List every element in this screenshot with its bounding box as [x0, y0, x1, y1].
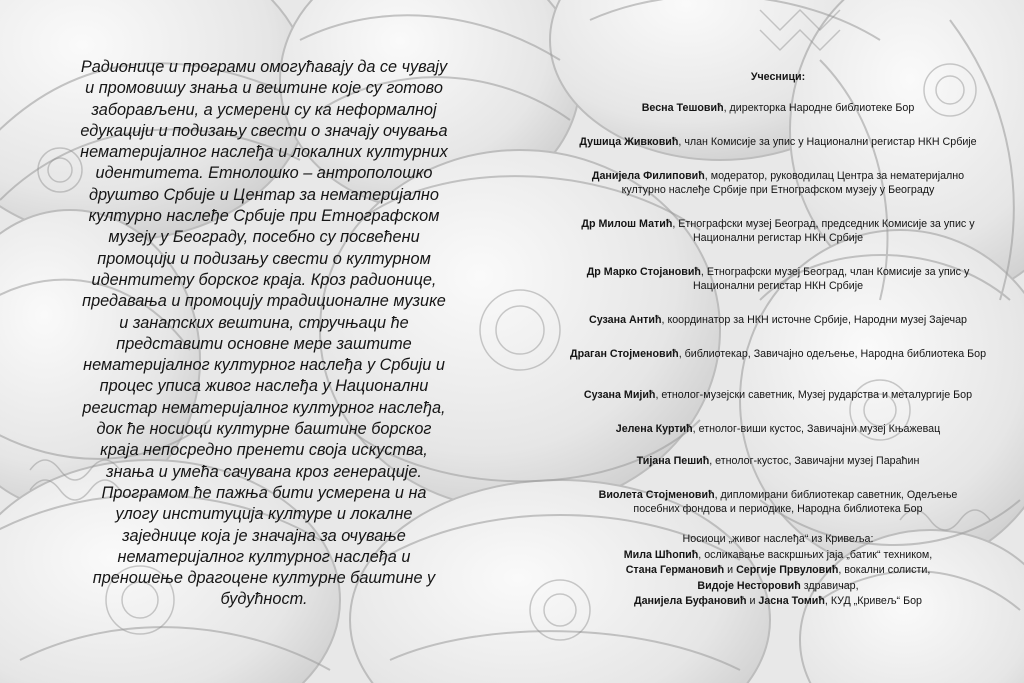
participant-name: Јелена Куртић: [615, 423, 693, 435]
description-line: будућност.: [220, 590, 308, 609]
participant-entry: [528, 135, 1024, 149]
description-line: заборављени, а усмерени су ка неформалној: [91, 100, 437, 119]
description-line: и промовишу знања и вештине које су готово: [85, 79, 443, 98]
description-line: музеју у Београду, посебно су посвећени: [108, 228, 420, 247]
bearer-name: Видоје Несторовић: [697, 579, 801, 592]
description-line: Радионице и програми омогућавају да се чувају: [80, 58, 448, 76]
bearers-intro: Носиоци „живог наслеђа“ из Кривеља:: [682, 533, 874, 545]
description-line: нематеријалног културног наслеђа у Србији и: [83, 356, 445, 375]
bearer-conjunction: и: [746, 595, 759, 607]
participant-role: , етнолог-виши кустос, Завичајни музеј Књажевац: [692, 423, 941, 435]
participant-role-continued: културно наслеђе Србије при Етнографском музеју у Београду: [621, 184, 935, 196]
description-line: идентитету борског краја. Кроз радионице,: [91, 270, 437, 289]
bearer-line: [528, 579, 1024, 595]
participant-name: Виолета Стојменовић: [598, 489, 715, 501]
bearer-conjunction: и: [724, 564, 737, 576]
description-line: промоцији и подизању свести о културном: [97, 249, 431, 268]
participant-entry: [528, 313, 1024, 327]
participant-name: Сузана Мијић: [583, 389, 656, 401]
participant-name: Данијела Филиповић: [591, 170, 705, 182]
participant-role-continued: Национални регистар НКН Србије: [692, 232, 864, 244]
bearer-role: , осликавање васкршњих јаја „батик“ техником,: [698, 548, 933, 561]
bearer-role: , КУД „Кривељ“ Бор: [824, 595, 922, 607]
description-line: нематеријалног културног наслеђа и: [117, 547, 411, 566]
bearer-role: здравичар,: [800, 579, 859, 592]
participant-role: , библиотекар, Завичајно одељење, Народна библиотека Бор: [678, 348, 987, 360]
description-line: културно наслеђе Србије при Етнографском: [88, 207, 440, 226]
participants-heading: Учесници:: [750, 71, 806, 83]
description-line: улогу институција културе и локалне: [115, 505, 413, 524]
description-line: представити основне мере заштите: [116, 334, 412, 353]
participant-name: Др Милош Матић: [581, 218, 673, 230]
participant-role: , директорка Народне библиотеке Бор: [723, 102, 915, 114]
bearer-name: Сергије Првуловић: [736, 564, 839, 576]
participant-name: Тијана Пешић: [636, 455, 710, 467]
description-line: регистар нематеријалног културног наслеђа,: [82, 398, 446, 417]
program-description: [58, 57, 470, 611]
participant-role: , Етнографски музеј Београд, члан Комисије за упис у: [700, 266, 970, 278]
bearer-name: Јасна Томић: [758, 595, 825, 607]
description-line: едукацији и подизању свести о значају очувања: [80, 121, 448, 140]
participant-name: Др Марко Стојановић: [586, 266, 701, 278]
participants-list: [528, 70, 1024, 610]
participant-entry: [528, 101, 1024, 115]
bearer-line: [528, 594, 1024, 610]
participant-name: Весна Тешовић: [641, 102, 724, 114]
bearer-name: Мила Шћопић: [623, 548, 699, 561]
description-line: нематеријалног наслеђа и локалних културних: [80, 143, 448, 162]
participant-role-continued: Национални регистар НКН Србије: [692, 280, 864, 292]
participant-entry: [528, 265, 1024, 293]
participant-entry: [528, 454, 1024, 468]
participant-role: , дипломирани библиотекар саветник, Одељење: [714, 489, 958, 501]
participant-entry: [528, 169, 1024, 197]
bearer-role: , вокални солисти,: [838, 564, 931, 576]
participant-role: , координатор за НКН источне Србије, Народни музеј Зајечар: [661, 314, 967, 326]
participant-role: , модератор, руководилац Центра за нематеријално: [704, 170, 965, 182]
description-line: и занатских вештина, стручњаци ће: [119, 313, 409, 332]
description-line: знања и умећа сачувана кроз генерације.: [106, 462, 422, 481]
description-line: процес уписа живог наслеђа у Национални: [99, 377, 429, 396]
participant-entry: [528, 488, 1024, 516]
bearer-name: Стана Германовић: [625, 564, 725, 576]
description-line: идентитета. Етнолошко – антрополошко: [95, 164, 433, 183]
participant-role: , етнолог-кустос, Завичајни музеј Параћин: [709, 455, 920, 467]
bearer-line: [528, 548, 1024, 564]
participant-role-continued: посебних фондова и периодике, Народна библиотека Бор: [633, 503, 923, 515]
bearer-line: [528, 563, 1024, 579]
participant-role: , члан Комисије за упис у Национални регистар НКН Србије: [678, 136, 977, 148]
description-line: Програмом ће пажња бити усмерена и на: [101, 483, 427, 502]
description-line: предавања и промоцију традиционалне музике: [82, 292, 446, 311]
participant-name: Душица Живковић: [579, 136, 679, 148]
bearer-name: Данијела Буфановић: [634, 595, 747, 607]
participant-entry: [528, 388, 1024, 402]
participant-name: Сузана Антић: [588, 314, 662, 326]
description-line: преношење драгоцене културне баштине у: [92, 569, 436, 588]
participant-role: , етнолог-музејски саветник, Музеј рударства и металургије Бор: [655, 389, 973, 401]
heritage-bearers: [528, 532, 1024, 610]
participant-entry: [528, 217, 1024, 245]
participant-entry: [528, 422, 1024, 436]
description-line: краја непосредно пренети своја искуства,: [100, 441, 428, 460]
participant-name: Драган Стојменовић: [569, 348, 679, 360]
participant-role: , Етнографски музеј Београд, председник Комисије за упис у: [672, 218, 975, 230]
description-line: заједнице која је значајна за очување: [122, 526, 406, 545]
description-line: друштво Србије и Центар за нематеријално: [89, 185, 439, 204]
description-line: док ће носиоци културне баштине борског: [96, 420, 432, 439]
participant-entry: [528, 347, 1024, 361]
